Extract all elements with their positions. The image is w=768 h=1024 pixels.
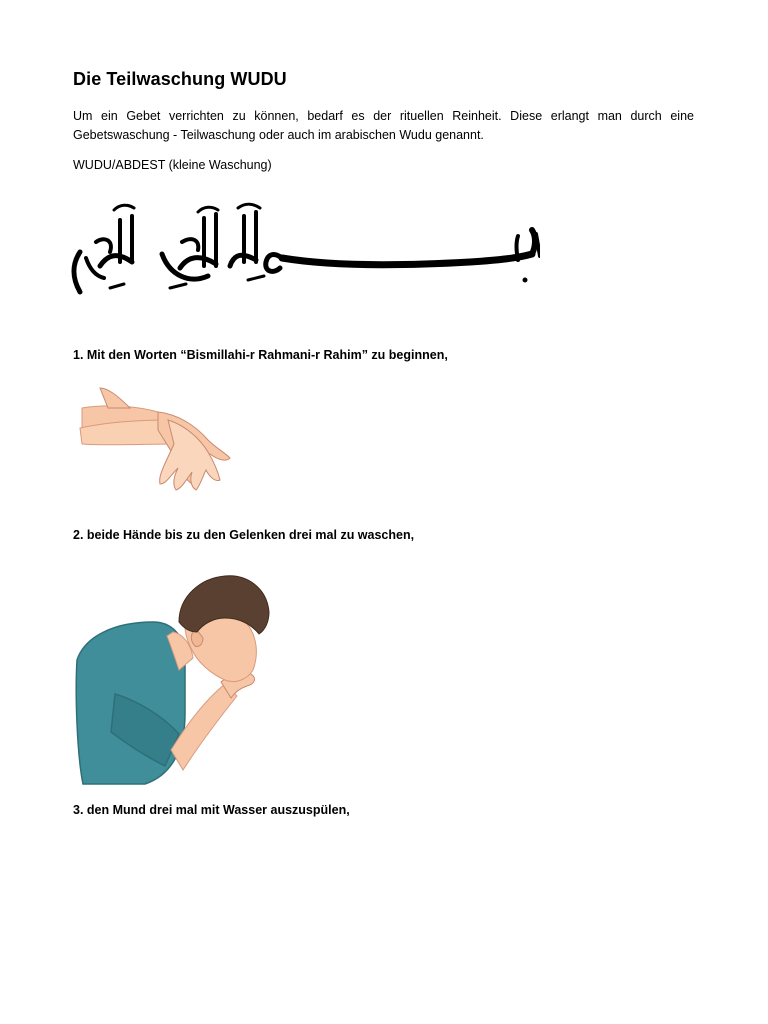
section-subtitle: WUDU/ABDEST (kleine Waschung): [73, 158, 272, 172]
step-1-text: 1. Mit den Worten “Bismillahi-r Rahmani-r Rahim” zu beginnen,: [73, 348, 448, 362]
step-2-text: 2. beide Hände bis zu den Gelenken drei mal zu waschen,: [73, 528, 415, 542]
intro-paragraph: Um ein Gebet verrichten zu können, bedarf es der rituellen Reinheit. Diese erlangt man durch eine Gebetswaschung - Teilwaschung oder auch im arabischen Wudu genannt.: [73, 109, 694, 142]
document-title: Die Teilwaschung WUDU: [73, 69, 287, 89]
step-3-text: 3. den Mund drei mal mit Wasser auszuspülen,: [73, 803, 350, 817]
rinsing-mouth-icon: [75, 574, 275, 786]
washing-hands-icon: [78, 386, 234, 504]
basmala-calligraphy-icon: [70, 196, 540, 302]
